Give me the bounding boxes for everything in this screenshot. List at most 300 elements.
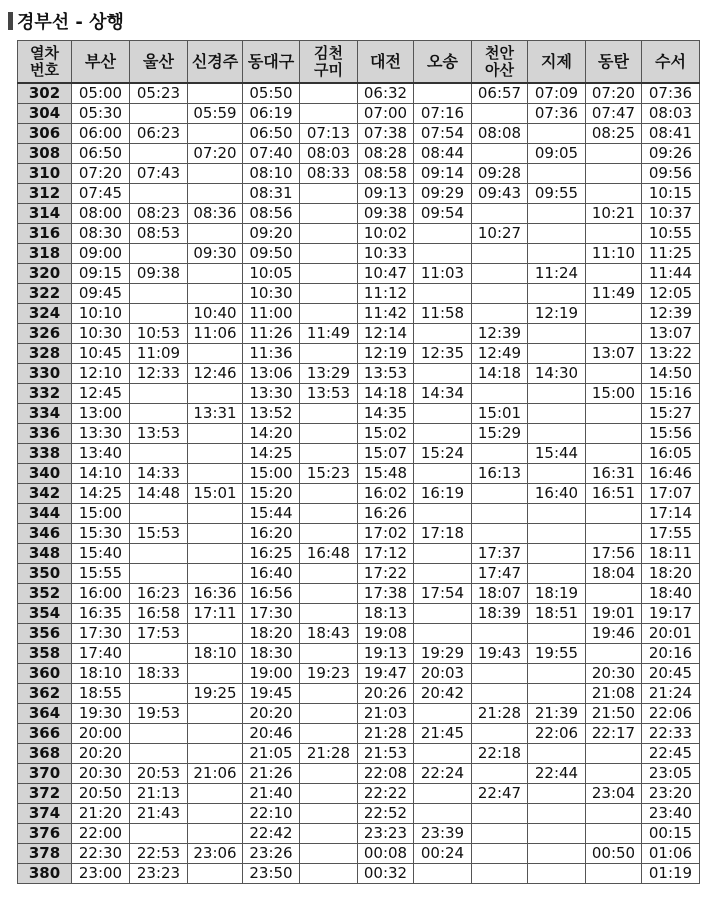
departure-time-cell: 15:29 — [472, 424, 528, 444]
train-number-cell: 348 — [18, 544, 72, 564]
departure-time-cell: 19:00 — [243, 664, 300, 684]
departure-time-cell: 18:19 — [528, 584, 586, 604]
table-row — [18, 484, 700, 504]
departure-time-cell: 09:00 — [72, 244, 130, 264]
departure-time-cell: 21:53 — [358, 744, 414, 764]
departure-time-cell: 20:03 — [414, 664, 472, 684]
departure-time-cell: 16:31 — [586, 464, 642, 484]
departure-time-cell — [188, 824, 243, 844]
departure-time-cell: 17:38 — [358, 584, 414, 604]
departure-time-cell: 14:48 — [130, 484, 188, 504]
departure-time-cell: 22:47 — [472, 784, 528, 804]
departure-time-cell: 08:41 — [642, 124, 700, 144]
train-number-cell: 324 — [18, 304, 72, 324]
column-header-label: 오송 — [427, 52, 458, 71]
departure-time-cell: 15:30 — [72, 524, 130, 544]
departure-time-cell — [528, 804, 586, 824]
departure-time-cell: 15:48 — [358, 464, 414, 484]
departure-time-cell: 18:33 — [130, 664, 188, 684]
departure-time-cell: 11:06 — [188, 324, 243, 344]
departure-time-cell — [472, 244, 528, 264]
departure-time-cell: 15:40 — [72, 544, 130, 564]
departure-time-cell: 11:25 — [642, 244, 700, 264]
departure-time-cell — [188, 784, 243, 804]
departure-time-cell — [528, 464, 586, 484]
departure-time-cell: 07:00 — [358, 104, 414, 124]
departure-time-cell: 08:44 — [414, 144, 472, 164]
departure-time-cell: 21:28 — [300, 744, 358, 764]
column-header-label: 동대구 — [247, 52, 295, 71]
departure-time-cell: 10:45 — [72, 344, 130, 364]
departure-time-cell: 15:00 — [586, 384, 642, 404]
departure-time-cell: 14:34 — [414, 384, 472, 404]
departure-time-cell: 09:56 — [642, 164, 700, 184]
departure-time-cell — [300, 524, 358, 544]
departure-time-cell — [188, 344, 243, 364]
departure-time-cell — [414, 464, 472, 484]
column-header-label: 동탄 — [598, 52, 629, 71]
departure-time-cell — [586, 804, 642, 824]
departure-time-cell — [414, 324, 472, 344]
train-number-cell: 380 — [18, 864, 72, 884]
departure-time-cell: 15:02 — [358, 424, 414, 444]
departure-time-cell — [586, 164, 642, 184]
departure-time-cell: 17:40 — [72, 644, 130, 664]
train-number-cell: 362 — [18, 684, 72, 704]
departure-time-cell — [130, 104, 188, 124]
departure-time-cell — [414, 224, 472, 244]
departure-time-cell: 13:31 — [188, 404, 243, 424]
departure-time-cell: 21:24 — [642, 684, 700, 704]
departure-time-cell: 22:24 — [414, 764, 472, 784]
departure-time-cell — [414, 704, 472, 724]
departure-time-cell: 20:26 — [358, 684, 414, 704]
departure-time-cell: 06:19 — [243, 104, 300, 124]
departure-time-cell: 15:07 — [358, 444, 414, 464]
table-row — [18, 544, 700, 564]
departure-time-cell — [188, 424, 243, 444]
departure-time-cell: 08:30 — [72, 224, 130, 244]
departure-time-cell — [586, 324, 642, 344]
departure-time-cell: 12:46 — [188, 364, 243, 384]
departure-time-cell: 05:59 — [188, 104, 243, 124]
table-row — [18, 404, 700, 424]
departure-time-cell: 06:50 — [243, 124, 300, 144]
departure-time-cell: 15:56 — [642, 424, 700, 444]
departure-time-cell: 21:03 — [358, 704, 414, 724]
departure-time-cell: 10:40 — [188, 304, 243, 324]
timetable-body — [18, 83, 700, 884]
departure-time-cell — [300, 284, 358, 304]
departure-time-cell — [130, 724, 188, 744]
departure-time-cell — [188, 184, 243, 204]
departure-time-cell: 19:43 — [472, 644, 528, 664]
departure-time-cell — [130, 564, 188, 584]
departure-time-cell: 17:30 — [72, 624, 130, 644]
departure-time-cell: 15:16 — [642, 384, 700, 404]
departure-time-cell — [528, 284, 586, 304]
departure-time-cell: 11:24 — [528, 264, 586, 284]
departure-time-cell: 21:20 — [72, 804, 130, 824]
train-number-cell: 366 — [18, 724, 72, 744]
departure-time-cell: 20:53 — [130, 764, 188, 784]
departure-time-cell: 20:46 — [243, 724, 300, 744]
departure-time-cell — [528, 864, 586, 884]
departure-time-cell: 22:52 — [358, 804, 414, 824]
departure-time-cell: 14:33 — [130, 464, 188, 484]
departure-time-cell — [586, 744, 642, 764]
departure-time-cell: 15:53 — [130, 524, 188, 544]
departure-time-cell: 07:47 — [586, 104, 642, 124]
departure-time-cell — [528, 164, 586, 184]
train-number-cell: 332 — [18, 384, 72, 404]
timetable — [17, 40, 700, 884]
departure-time-cell — [188, 83, 243, 104]
departure-time-cell — [528, 624, 586, 644]
train-number-cell: 328 — [18, 344, 72, 364]
departure-time-cell — [188, 504, 243, 524]
table-row — [18, 464, 700, 484]
train-number-cell: 306 — [18, 124, 72, 144]
departure-time-cell: 08:25 — [586, 124, 642, 144]
departure-time-cell — [130, 684, 188, 704]
table-row — [18, 444, 700, 464]
departure-time-cell: 10:47 — [358, 264, 414, 284]
departure-time-cell: 20:30 — [586, 664, 642, 684]
departure-time-cell: 11:58 — [414, 304, 472, 324]
title-text: 경부선 - 상행 — [17, 12, 124, 33]
column-header-station — [72, 41, 130, 84]
departure-time-cell — [586, 264, 642, 284]
departure-time-cell: 05:23 — [130, 83, 188, 104]
departure-time-cell: 23:00 — [72, 864, 130, 884]
departure-time-cell: 17:18 — [414, 524, 472, 544]
train-number-cell: 368 — [18, 744, 72, 764]
departure-time-cell: 06:32 — [358, 83, 414, 104]
departure-time-cell — [472, 444, 528, 464]
departure-time-cell: 00:32 — [358, 864, 414, 884]
column-header-station — [300, 41, 358, 84]
table-row — [18, 824, 700, 844]
departure-time-cell — [188, 664, 243, 684]
departure-time-cell — [528, 564, 586, 584]
table-row — [18, 384, 700, 404]
train-number-cell: 308 — [18, 144, 72, 164]
departure-time-cell: 16:20 — [243, 524, 300, 544]
train-number-cell: 302 — [18, 83, 72, 104]
train-number-cell: 354 — [18, 604, 72, 624]
departure-time-cell: 22:44 — [528, 764, 586, 784]
departure-time-cell: 16:36 — [188, 584, 243, 604]
departure-time-cell — [472, 724, 528, 744]
departure-time-cell: 11:44 — [642, 264, 700, 284]
departure-time-cell: 16:00 — [72, 584, 130, 604]
departure-time-cell — [300, 244, 358, 264]
departure-time-cell — [586, 304, 642, 324]
table-row — [18, 344, 700, 364]
departure-time-cell — [300, 204, 358, 224]
departure-time-cell: 16:35 — [72, 604, 130, 624]
departure-time-cell: 19:29 — [414, 644, 472, 664]
departure-time-cell: 16:13 — [472, 464, 528, 484]
departure-time-cell — [528, 504, 586, 524]
departure-time-cell: 21:39 — [528, 704, 586, 724]
departure-time-cell: 11:09 — [130, 344, 188, 364]
departure-time-cell: 15:23 — [300, 464, 358, 484]
table-row — [18, 644, 700, 664]
departure-time-cell: 14:35 — [358, 404, 414, 424]
departure-time-cell: 18:11 — [642, 544, 700, 564]
departure-time-cell — [188, 224, 243, 244]
departure-time-cell — [586, 144, 642, 164]
train-number-cell: 346 — [18, 524, 72, 544]
table-row — [18, 224, 700, 244]
departure-time-cell: 22:17 — [586, 724, 642, 744]
departure-time-cell: 08:00 — [72, 204, 130, 224]
departure-time-cell: 07:36 — [642, 83, 700, 104]
departure-time-cell — [528, 544, 586, 564]
column-header-label: 번호 — [30, 60, 59, 79]
departure-time-cell: 22:33 — [642, 724, 700, 744]
departure-time-cell: 08:10 — [243, 164, 300, 184]
departure-time-cell: 23:39 — [414, 824, 472, 844]
departure-time-cell: 21:13 — [130, 784, 188, 804]
departure-time-cell: 18:07 — [472, 584, 528, 604]
table-row — [18, 724, 700, 744]
train-number-cell: 334 — [18, 404, 72, 424]
train-number-cell: 310 — [18, 164, 72, 184]
departure-time-cell: 18:55 — [72, 684, 130, 704]
departure-time-cell: 13:07 — [642, 324, 700, 344]
departure-time-cell: 08:53 — [130, 224, 188, 244]
departure-time-cell: 17:11 — [188, 604, 243, 624]
departure-time-cell — [472, 304, 528, 324]
departure-time-cell: 21:50 — [586, 704, 642, 724]
departure-time-cell — [414, 564, 472, 584]
departure-time-cell: 08:03 — [642, 104, 700, 124]
departure-time-cell: 18:04 — [586, 564, 642, 584]
table-row — [18, 364, 700, 384]
departure-time-cell: 06:00 — [72, 124, 130, 144]
departure-time-cell: 12:14 — [358, 324, 414, 344]
departure-time-cell — [188, 804, 243, 824]
departure-time-cell: 08:36 — [188, 204, 243, 224]
departure-time-cell: 09:43 — [472, 184, 528, 204]
departure-time-cell: 18:10 — [188, 644, 243, 664]
table-row — [18, 164, 700, 184]
departure-time-cell: 10:27 — [472, 224, 528, 244]
table-row — [18, 83, 700, 104]
departure-time-cell — [472, 484, 528, 504]
departure-time-cell — [130, 144, 188, 164]
departure-time-cell — [300, 304, 358, 324]
departure-time-cell: 18:30 — [243, 644, 300, 664]
departure-time-cell: 09:50 — [243, 244, 300, 264]
departure-time-cell — [472, 684, 528, 704]
departure-time-cell — [414, 504, 472, 524]
departure-time-cell: 19:53 — [130, 704, 188, 724]
departure-time-cell: 10:30 — [243, 284, 300, 304]
departure-time-cell: 15:55 — [72, 564, 130, 584]
departure-time-cell: 18:43 — [300, 624, 358, 644]
departure-time-cell: 23:23 — [358, 824, 414, 844]
departure-time-cell — [300, 644, 358, 664]
column-header-station — [586, 41, 642, 84]
departure-time-cell — [300, 604, 358, 624]
table-row — [18, 104, 700, 124]
departure-time-cell: 16:40 — [243, 564, 300, 584]
departure-time-cell — [130, 824, 188, 844]
departure-time-cell — [300, 704, 358, 724]
departure-time-cell — [586, 364, 642, 384]
departure-time-cell — [188, 564, 243, 584]
departure-time-cell: 15:20 — [243, 484, 300, 504]
departure-time-cell: 07:09 — [528, 83, 586, 104]
departure-time-cell: 19:55 — [528, 644, 586, 664]
departure-time-cell: 16:58 — [130, 604, 188, 624]
departure-time-cell — [188, 124, 243, 144]
departure-time-cell — [586, 444, 642, 464]
table-row — [18, 524, 700, 544]
departure-time-cell: 05:00 — [72, 83, 130, 104]
page-title — [8, 6, 124, 36]
departure-time-cell: 07:38 — [358, 124, 414, 144]
departure-time-cell — [300, 764, 358, 784]
train-number-cell: 378 — [18, 844, 72, 864]
departure-time-cell: 08:23 — [130, 204, 188, 224]
train-number-cell: 320 — [18, 264, 72, 284]
departure-time-cell: 14:25 — [72, 484, 130, 504]
column-header-label: 수서 — [655, 52, 686, 71]
departure-time-cell: 17:12 — [358, 544, 414, 564]
departure-time-cell — [300, 724, 358, 744]
departure-time-cell: 14:18 — [472, 364, 528, 384]
departure-time-cell: 12:39 — [642, 304, 700, 324]
departure-time-cell — [528, 404, 586, 424]
departure-time-cell: 17:37 — [472, 544, 528, 564]
departure-time-cell: 10:10 — [72, 304, 130, 324]
departure-time-cell — [300, 804, 358, 824]
departure-time-cell: 08:08 — [472, 124, 528, 144]
departure-time-cell — [130, 184, 188, 204]
departure-time-cell — [130, 404, 188, 424]
column-header-station — [188, 41, 243, 84]
train-number-cell: 350 — [18, 564, 72, 584]
train-number-cell: 360 — [18, 664, 72, 684]
departure-time-cell — [188, 264, 243, 284]
column-header-label: 구미 — [314, 60, 343, 79]
departure-time-cell: 10:02 — [358, 224, 414, 244]
departure-time-cell — [472, 844, 528, 864]
table-row — [18, 744, 700, 764]
departure-time-cell — [130, 644, 188, 664]
column-header-label: 천안 — [485, 43, 514, 62]
departure-time-cell: 09:29 — [414, 184, 472, 204]
departure-time-cell — [472, 284, 528, 304]
departure-time-cell: 14:20 — [243, 424, 300, 444]
departure-time-cell: 17:30 — [243, 604, 300, 624]
table-row — [18, 584, 700, 604]
departure-time-cell: 19:08 — [358, 624, 414, 644]
departure-time-cell — [586, 644, 642, 664]
departure-time-cell: 07:20 — [586, 83, 642, 104]
table-row — [18, 804, 700, 824]
departure-time-cell — [188, 164, 243, 184]
departure-time-cell: 11:03 — [414, 264, 472, 284]
departure-time-cell: 11:10 — [586, 244, 642, 264]
departure-time-cell — [188, 544, 243, 564]
departure-time-cell: 13:52 — [243, 404, 300, 424]
train-number-cell: 340 — [18, 464, 72, 484]
departure-time-cell — [130, 504, 188, 524]
table-row — [18, 264, 700, 284]
departure-time-cell — [586, 404, 642, 424]
departure-time-cell: 23:40 — [642, 804, 700, 824]
departure-time-cell — [300, 264, 358, 284]
departure-time-cell: 20:20 — [72, 744, 130, 764]
departure-time-cell — [188, 864, 243, 884]
train-number-cell: 330 — [18, 364, 72, 384]
table-row — [18, 424, 700, 444]
departure-time-cell: 20:42 — [414, 684, 472, 704]
departure-time-cell — [300, 684, 358, 704]
departure-time-cell: 09:15 — [72, 264, 130, 284]
departure-time-cell — [300, 864, 358, 884]
departure-time-cell — [528, 824, 586, 844]
column-header-label: 열차 — [30, 43, 59, 62]
departure-time-cell — [300, 424, 358, 444]
departure-time-cell: 18:40 — [642, 584, 700, 604]
departure-time-cell: 23:23 — [130, 864, 188, 884]
table-row — [18, 504, 700, 524]
departure-time-cell: 12:05 — [642, 284, 700, 304]
departure-time-cell: 15:24 — [414, 444, 472, 464]
departure-time-cell — [188, 624, 243, 644]
departure-time-cell: 13:07 — [586, 344, 642, 364]
departure-time-cell: 19:46 — [586, 624, 642, 644]
departure-time-cell: 01:19 — [642, 864, 700, 884]
departure-time-cell: 05:50 — [243, 83, 300, 104]
departure-time-cell: 11:00 — [243, 304, 300, 324]
table-row — [18, 244, 700, 264]
departure-time-cell: 08:56 — [243, 204, 300, 224]
departure-time-cell — [300, 784, 358, 804]
departure-time-cell: 16:02 — [358, 484, 414, 504]
departure-time-cell — [472, 864, 528, 884]
departure-time-cell: 17:07 — [642, 484, 700, 504]
departure-time-cell — [528, 784, 586, 804]
departure-time-cell: 13:53 — [300, 384, 358, 404]
departure-time-cell — [130, 544, 188, 564]
departure-time-cell: 09:38 — [358, 204, 414, 224]
departure-time-cell: 07:36 — [528, 104, 586, 124]
departure-time-cell: 08:58 — [358, 164, 414, 184]
departure-time-cell — [528, 684, 586, 704]
train-number-cell: 316 — [18, 224, 72, 244]
departure-time-cell: 21:26 — [243, 764, 300, 784]
departure-time-cell: 16:40 — [528, 484, 586, 504]
departure-time-cell — [300, 404, 358, 424]
departure-time-cell: 00:15 — [642, 824, 700, 844]
departure-time-cell: 19:45 — [243, 684, 300, 704]
departure-time-cell: 14:10 — [72, 464, 130, 484]
departure-time-cell: 22:10 — [243, 804, 300, 824]
departure-time-cell: 15:01 — [188, 484, 243, 504]
departure-time-cell: 17:02 — [358, 524, 414, 544]
departure-time-cell: 19:25 — [188, 684, 243, 704]
departure-time-cell — [414, 404, 472, 424]
departure-time-cell: 16:05 — [642, 444, 700, 464]
